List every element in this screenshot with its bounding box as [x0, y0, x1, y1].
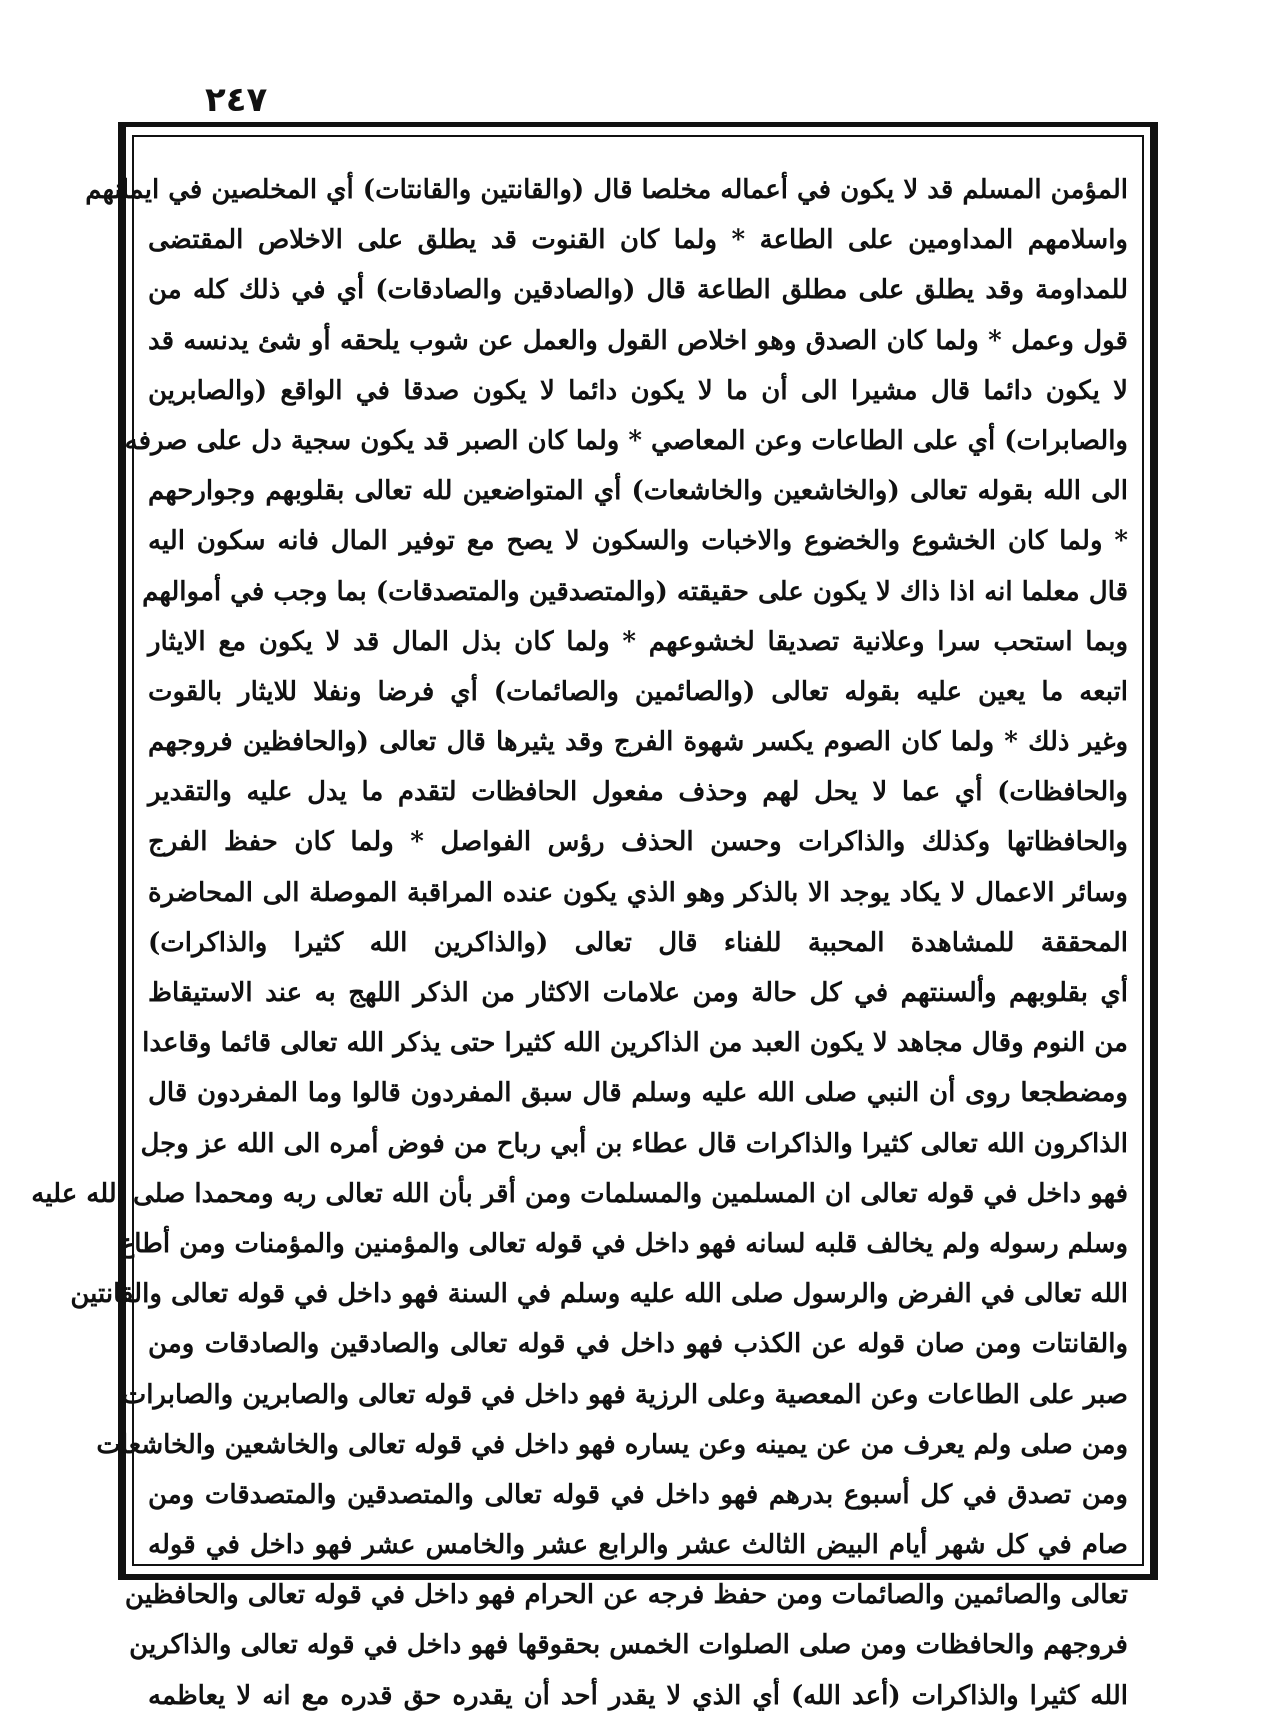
- text-line: اتبعه ما يعين عليه بقوله تعالى (والصائمين والصائمات) أي فرضا ونفلا للايثار بالقوت: [148, 676, 1128, 707]
- text-line: الله تعالى في الفرض والرسول صلى الله عليه وسلم في السنة فهو داخل في قوله تعالى والقانتين: [70, 1279, 1128, 1310]
- text-line: والحافظات) أي عما لا يحل لهم وحذف مفعول الحافظات لتقدم ما يدل عليه والتقدير: [148, 777, 1128, 808]
- text-line: الى الله بقوله تعالى (والخاشعين والخاشعات) أي المتواضعين لله تعالى بقلوبهم وجوارحهم: [148, 476, 1128, 507]
- text-line: وبما استحب سرا وعلانية تصديقا لخشوعهم * ولما كان بذل المال قد لا يكون مع الايثار: [148, 626, 1128, 657]
- text-line: صام في كل شهر أيام البيض الثالث عشر والرابع عشر والخامس عشر فهو داخل في قوله: [148, 1530, 1128, 1561]
- text-line: فروجهم والحافظات ومن صلى الصلوات الخمس بحقوقها فهو داخل في قوله تعالى والذاكرين: [129, 1630, 1128, 1661]
- text-line: * ولما كان الخشوع والخضوع والاخبات والسكون لا يصح مع توفير المال فانه سكون اليه: [148, 526, 1128, 557]
- text-line: واسلامهم المداومين على الطاعة * ولما كان القنوت قد يطلق على الاخلاص المقتضى: [148, 225, 1128, 256]
- page-border: [31, 122, 1158, 1711]
- text-line: الله كثيرا والذاكرات (أعد الله) أي الذي لا يقدر أحد أن يقدره حق قدره مع انه لا يعاظمه: [148, 1680, 1128, 1711]
- text-line: ومضطجعا روى أن النبي صلى الله عليه وسلم قال سبق المفردون قالوا وما المفردون قال: [148, 1078, 1128, 1109]
- text-line: وسائر الاعمال لا يكاد يوجد الا بالذكر وهو الذي يكون عنده المراقبة الموصلة الى المحاضرة: [148, 877, 1128, 908]
- text-line: المؤمن المسلم قد لا يكون في أعماله مخلصا قال (والقانتين والقانتات) أي المخلصين في ايمانهم: [85, 175, 1128, 205]
- text-line: قال معلما انه اذا ذاك لا يكون على حقيقته (والمتصدقين والمتصدقات) بما وجب في أموالهم: [142, 576, 1128, 607]
- text-line: من النوم وقال مجاهد لا يكون العبد من الذاكرين الله كثيرا حتى يذكر الله تعالى قائما وقاعدا: [142, 1028, 1128, 1059]
- page-number: ٢٤٧: [205, 80, 268, 120]
- text-line: لا يكون دائما قال مشيرا الى أن ما لا يكون دائما لا يكون صدقا في الواقع (والصابرين: [148, 375, 1128, 406]
- text-line: والحافظاتها وكذلك والذاكرات وحسن الحذف رؤس الفواصل * ولما كان حفظ الفرج: [148, 827, 1128, 858]
- page-inner-border: [31, 135, 1144, 1711]
- text-line: تعالى والصائمين والصائمات ومن حفظ فرجه عن الحرام فهو داخل في قوله تعالى والحافظين: [124, 1580, 1128, 1611]
- text-line: والصابرات) أي على الطاعات وعن المعاصي * ولما كان الصبر قد يكون سجية دل على صرفه: [124, 425, 1128, 456]
- text-line: قول وعمل * ولما كان الصدق وهو اخلاص القول والعمل عن شوب يلحقه أو شئ يدنسه قد: [148, 325, 1128, 356]
- text-line: للمداومة وقد يطلق على مطلق الطاعة قال (والصادقين والصادقات) أي في ذلك كله من: [148, 275, 1128, 306]
- text-line: الذاكرون الله تعالى كثيرا والذاكرات قال عطاء بن أبي رباح من فوض أمره الى الله عز وجل: [140, 1128, 1128, 1159]
- text-line: وسلم رسوله ولم يخالف قلبه لسانه فهو داخل في قوله تعالى والمؤمنين والمؤمنات ومن أطاع: [118, 1228, 1128, 1259]
- text-line: والقانتات ومن صان قوله عن الكذب فهو داخل في قوله تعالى والصادقين والصادقات ومن: [148, 1329, 1128, 1360]
- text-line: ومن تصدق في كل أسبوع بدرهم فهو داخل في قوله تعالى والمتصدقين والمتصدقات ومن: [148, 1479, 1128, 1510]
- text-line: صبر على الطاعات وعن المعصية وعلى الرزية فهو داخل في قوله تعالى والصابرين والصابرات: [121, 1379, 1128, 1410]
- text-line: أي بقلوبهم وألسنتهم في كل حالة ومن علامات الاكثار من الذكر اللهج به عند الاستيقاظ: [148, 978, 1128, 1008]
- text-line: فهو داخل في قوله تعالى ان المسلمين والمسلمات ومن أقر بأن الله تعالى ربه ومحمدا صلى الله عليه: [31, 1178, 1128, 1209]
- text-line: وغير ذلك * ولما كان الصوم يكسر شهوة الفرج وقد يثيرها قال تعالى (والحافظين فروجهم: [148, 727, 1128, 758]
- text-line: ومن صلى ولم يعرف من عن يمينه وعن يساره فهو داخل في قوله تعالى والخاشعين والخاشعات: [96, 1429, 1128, 1460]
- text-line: المحققة للمشاهدة المحببة للفناء قال تعالى (والذاكرين الله كثيرا والذاكرات): [148, 927, 1128, 958]
- body-text: [31, 165, 1128, 1711]
